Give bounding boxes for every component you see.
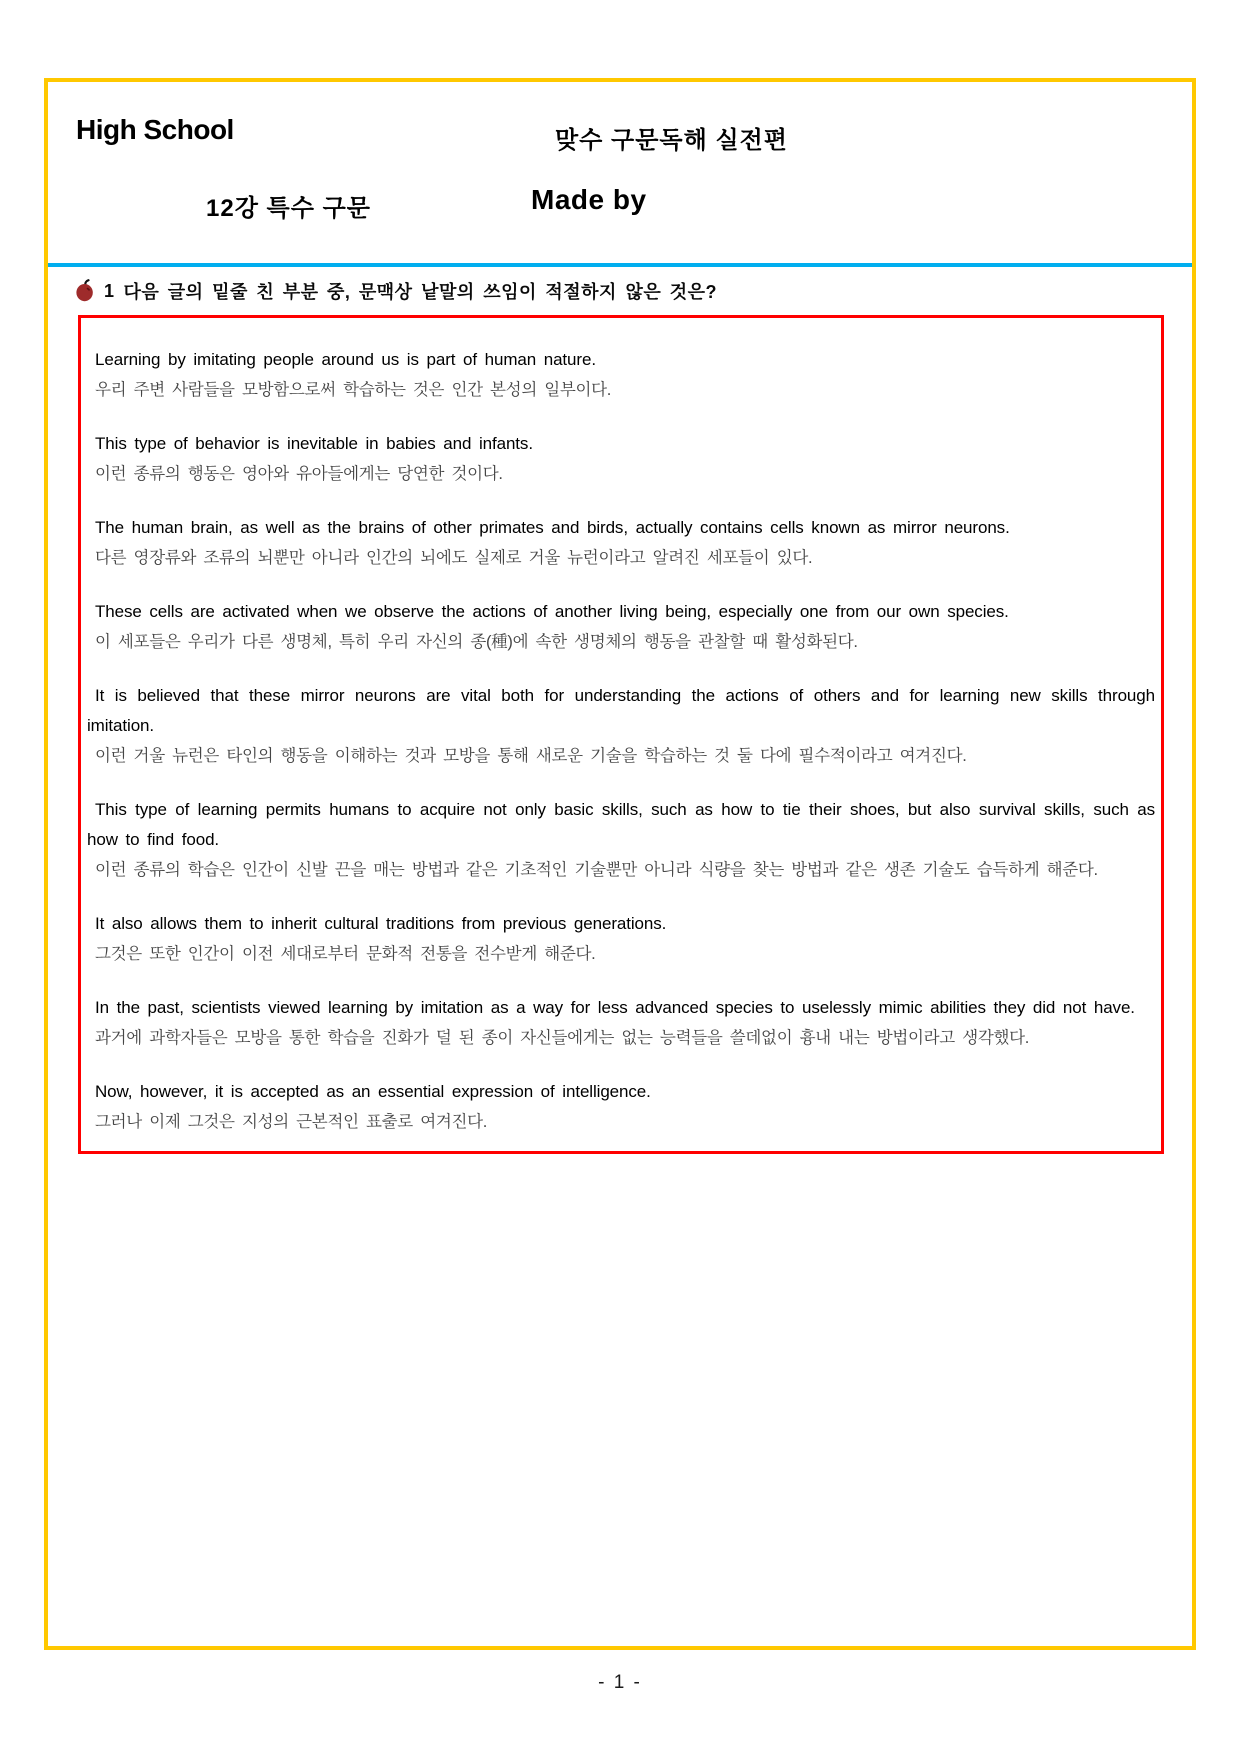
sentence-pair — [87, 345, 1155, 405]
sentence-pair — [87, 597, 1155, 657]
sentence-pair — [87, 513, 1155, 573]
sentence-pair — [87, 909, 1155, 969]
english-sentence: It is believed that these mirror neurons are vital both for understanding the actions of others and for learning new skills through imitation. — [87, 686, 1155, 735]
korean-translation: 그러나 이제 그것은 지성의 근본적인 표출로 여겨진다. — [95, 1113, 488, 1131]
question-row — [75, 278, 1192, 304]
lesson-title: 12강 특수 구문 — [206, 195, 371, 222]
page-frame — [44, 78, 1196, 1650]
made-by-label: Made by — [531, 184, 647, 215]
apple-icon — [75, 279, 95, 302]
english-sentence: The human brain, as well as the brains of other primates and birds, actually contains cells known as mirror neurons. — [95, 518, 1010, 537]
book-title: 맞수 구문독해 실전편 — [555, 127, 788, 154]
sentence-pair — [87, 429, 1155, 489]
korean-translation: 이런 거울 뉴런은 타인의 행동을 이해하는 것과 모방을 통해 새로운 기술을 학습하는 것 둘 다에 필수적이라고 여겨진다. — [95, 747, 967, 765]
english-sentence: It also allows them to inherit cultural traditions from previous generations. — [95, 914, 667, 933]
english-sentence: Learning by imitating people around us is part of human nature. — [95, 350, 596, 369]
sentence-pair — [87, 681, 1155, 771]
english-sentence: This type of learning permits humans to acquire not only basic skills, such as how to tie their shoes, but also survival skills, such as how to find food. — [87, 800, 1155, 849]
english-sentence: This type of behavior is inevitable in babies and infants. — [95, 434, 533, 453]
korean-translation: 이런 종류의 행동은 영아와 유아들에게는 당연한 것이다. — [95, 465, 503, 483]
question-text: 다음 글의 밑줄 친 부분 중, 문맥상 낱말의 쓰임이 적절하지 않은 것은? — [123, 282, 717, 302]
page-number: - 1 - — [598, 1672, 642, 1693]
korean-translation: 이 세포들은 우리가 다른 생명체, 특히 우리 자신의 종(種)에 속한 생명체의 행동을 관찰할 때 활성화된다. — [95, 633, 858, 651]
school-name: High School — [76, 114, 234, 145]
english-sentence: In the past, scientists viewed learning by imitation as a way for less advanced species to uselessly mimic abilities they did not have. — [95, 998, 1135, 1017]
sentence-pair — [87, 993, 1155, 1053]
korean-translation: 이런 종류의 학습은 인간이 신발 끈을 매는 방법과 같은 기초적인 기술뿐만 아니라 식량을 찾는 방법과 같은 생존 기술도 습득하게 해준다. — [95, 861, 1098, 879]
worksheet-header — [48, 82, 1192, 267]
korean-translation: 과거에 과학자들은 모방을 통한 학습을 진화가 덜 된 종이 자신들에게는 없는 능력들을 쓸데없이 흉내 내는 방법이라고 생각했다. — [95, 1029, 1030, 1047]
english-sentence: Now, however, it is accepted as an essential expression of intelligence. — [95, 1082, 651, 1101]
korean-translation: 그것은 또한 인간이 이전 세대로부터 문화적 전통을 전수받게 해준다. — [95, 945, 596, 963]
korean-translation: 우리 주변 사람들을 모방함으로써 학습하는 것은 인간 본성의 일부이다. — [95, 381, 612, 399]
korean-translation: 다른 영장류와 조류의 뇌뿐만 아니라 인간의 뇌에도 실제로 거울 뉴런이라고 알려진 세포들이 있다. — [95, 549, 813, 567]
english-sentence: These cells are activated when we observe the actions of another living being, especially one from our own species. — [95, 602, 1009, 621]
question-number: 1 — [104, 280, 115, 301]
passage-box — [78, 315, 1164, 1154]
sentence-pair — [87, 1077, 1155, 1137]
sentence-pair — [87, 795, 1155, 885]
